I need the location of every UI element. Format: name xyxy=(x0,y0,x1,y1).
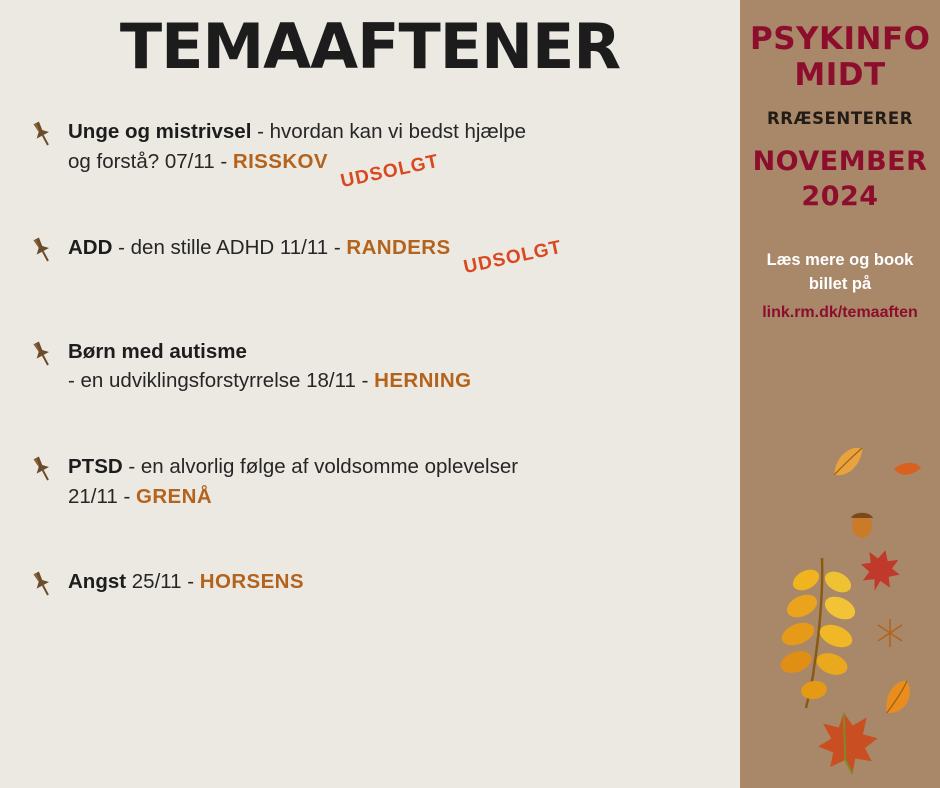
poster-sidebar xyxy=(740,0,940,788)
event-place: HERNING xyxy=(374,369,472,393)
leaf-icon xyxy=(828,448,869,478)
event-text xyxy=(68,120,710,192)
acorn-icon xyxy=(851,513,873,538)
brand-line-2: MIDT xyxy=(794,56,886,93)
event-title: Børn med autisme xyxy=(68,339,247,363)
booking-text: Læs mere og book billet på xyxy=(766,250,914,294)
list-item xyxy=(0,117,740,192)
presents-label: RRÆSENTERER xyxy=(766,109,914,129)
event-desc-2-text: - en udviklingsforstyrrelse 18/11 - xyxy=(68,369,375,393)
year-label: 2024 xyxy=(801,180,879,212)
month-label: NOVEMBER xyxy=(752,146,928,178)
dried-flower-icon xyxy=(878,619,902,647)
maple-leaf-icon xyxy=(814,708,882,778)
event-text xyxy=(68,455,710,511)
booking-link[interactable]: link.rm.dk/temaaften xyxy=(762,304,918,322)
brand-line-1: PSYKINFO xyxy=(750,21,931,57)
event-desc-2-text: 21/11 - xyxy=(68,484,136,508)
event-desc: - den stille ADHD 11/11 - xyxy=(112,235,347,259)
pushpin-icon xyxy=(26,454,56,484)
event-list xyxy=(0,79,740,615)
pushpin-icon xyxy=(26,339,56,369)
event-title: PTSD xyxy=(68,454,123,478)
event-text xyxy=(68,340,710,396)
event-place: RISSKOV xyxy=(232,149,328,173)
leaf-icon xyxy=(880,680,915,715)
event-title: Unge og mistrivsel xyxy=(68,120,252,144)
maple-leaf-icon xyxy=(855,545,905,596)
brand-name xyxy=(740,0,940,93)
event-desc-2 xyxy=(68,366,710,396)
pushpin-icon xyxy=(26,119,56,149)
event-desc: - en alvorlig følge af voldsomme oplevelser xyxy=(122,454,519,478)
event-desc-2 xyxy=(68,482,710,512)
event-desc: 25/11 - xyxy=(126,570,200,594)
pushpin-icon xyxy=(26,569,56,599)
list-item xyxy=(0,233,740,281)
event-title: ADD xyxy=(68,235,113,259)
compound-leaf-icon xyxy=(778,558,859,708)
status-badge: UDSOLGT xyxy=(338,150,441,192)
list-item xyxy=(0,337,740,396)
event-text xyxy=(68,570,304,593)
event-desc: - hvordan kan vi bedst hjælpe xyxy=(251,120,527,144)
list-item xyxy=(0,567,740,615)
booking-info xyxy=(740,248,940,326)
status-badge: UDSOLGT xyxy=(461,236,564,278)
event-desc-2-text: og forstå? 07/11 - xyxy=(68,149,233,173)
autumn-leaves-decoration xyxy=(740,448,940,788)
event-place: RANDERS xyxy=(346,235,451,259)
event-place: HORSENS xyxy=(199,570,304,594)
leaf-icon xyxy=(893,456,921,480)
event-place: GRENÅ xyxy=(136,484,213,508)
event-title: Angst xyxy=(68,570,127,594)
page-title: TEMAAFTENER xyxy=(119,10,621,83)
pushpin-icon xyxy=(26,235,56,265)
event-desc-2 xyxy=(68,147,710,192)
event-text xyxy=(68,235,564,278)
list-item xyxy=(0,452,740,511)
